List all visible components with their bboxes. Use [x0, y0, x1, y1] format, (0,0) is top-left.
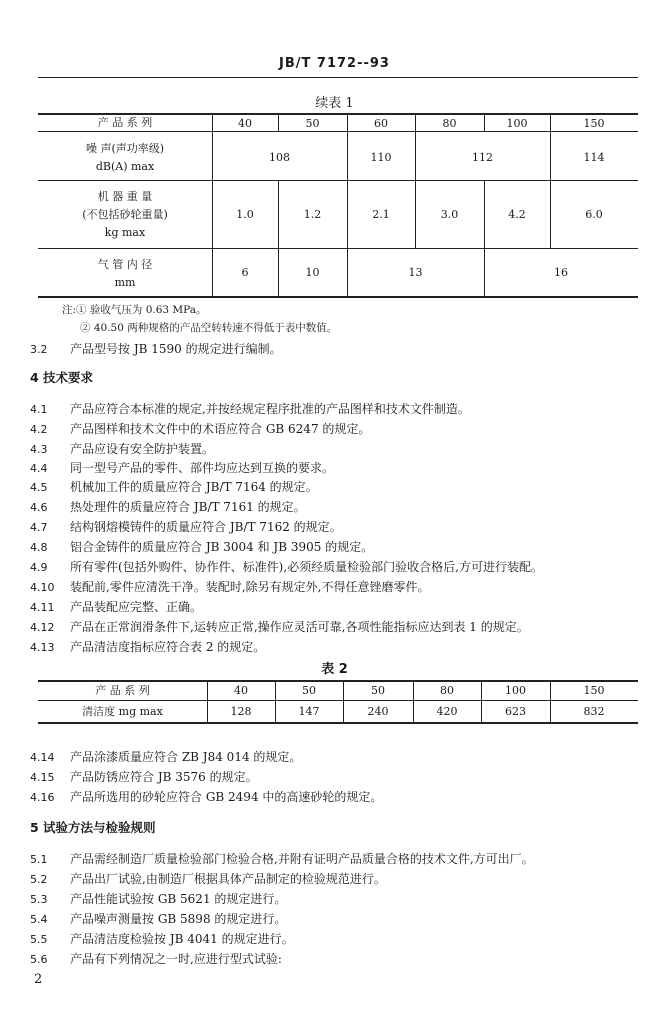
clause-text: 产品所选用的砂轮应符合 GB 2494 中的高速砂轮的规定。: [70, 790, 383, 804]
clause-text: 产品防锈应符合 JB 3576 的规定。: [70, 770, 258, 784]
clause-4-9: [30, 558, 543, 575]
clause-4-2: [30, 420, 370, 437]
clause-4-14: [30, 748, 301, 765]
t1-weight-cell: 3.0: [440, 208, 459, 221]
clause-number: 4.5: [30, 481, 48, 494]
t1-weight-cell: 1.0: [236, 208, 254, 221]
clause-text: 产品清洁度检验按 JB 4041 的规定进行。: [70, 932, 294, 946]
clause-text: 结构钢熔模铸件的质量应符合 JB/T 7162 的规定。: [70, 520, 342, 534]
clause-number: 4.2: [30, 423, 48, 436]
table2-caption: 表 2: [321, 662, 348, 677]
t1-series-cell: 60: [374, 117, 388, 130]
t1-weight-cell: 2.1: [372, 208, 390, 221]
t2-series-cell: 40: [234, 684, 248, 697]
t1-label-noise-unit: dB(A) max: [95, 160, 155, 173]
t2-series-cell: 100: [505, 684, 526, 697]
t1-weight-cell: 6.0: [585, 208, 603, 221]
t1-series-cell: 150: [583, 117, 605, 130]
header-rule: [38, 77, 638, 78]
t2-label-series: 产 品 系 列: [95, 684, 150, 697]
clause-4-5: [30, 478, 318, 495]
clause-number: 4.14: [30, 751, 55, 764]
clause-text: 产品出厂试验,由制造厂根据具体产品制定的检验规范进行。: [70, 872, 386, 886]
t1-noise-cell: 112: [472, 151, 493, 164]
t1-weight-cell: 1.2: [303, 208, 322, 221]
clause-number: 4.9: [30, 561, 48, 574]
clause-4-4: [30, 459, 334, 476]
page-number: 2: [34, 972, 43, 987]
clause-text: 产品有下列情况之一时,应进行型式试验:: [70, 952, 282, 966]
clause-5-6: [30, 950, 282, 967]
clause-number: 5.6: [30, 953, 48, 966]
clause-number: 4.11: [30, 601, 55, 614]
clause-4-7: [30, 518, 342, 535]
clause-number: 5.3: [30, 893, 48, 906]
clause-number: 4.6: [30, 501, 48, 514]
table1-caption: 续表 1: [315, 96, 354, 111]
t1-label-pipe: 气 管 内 径: [97, 258, 153, 271]
clause-text: 产品应设有安全防护装置。: [70, 442, 215, 456]
clause-text: 产品需经制造厂质量检验部门检验合格,并附有证明产品质量合格的技术文件,方可出厂。: [70, 852, 534, 866]
clause-5-3: [30, 890, 286, 907]
clause-number: 5.1: [30, 853, 48, 866]
t1-label-weight: 机 器 重 量: [97, 190, 153, 203]
clause-number: 4.1: [30, 403, 48, 416]
clause-text: 产品装配应完整、正确。: [70, 600, 203, 614]
clause-text: 铝合金铸件的质量应符合 JB 3004 和 JB 3905 的规定。: [70, 540, 374, 554]
clause-4-1: [30, 400, 470, 417]
clause-number: 4.16: [30, 791, 55, 804]
clause-5-5: [30, 930, 294, 947]
table1-note-1: 注:① 验收气压为 0.63 MPa。: [62, 304, 207, 316]
t1-label-weight-unit: kg max: [104, 226, 146, 239]
clause-number: 4.12: [30, 621, 55, 634]
t1-noise-cell: 108: [269, 151, 290, 164]
clause-4-11: [30, 598, 202, 615]
t1-series-cell: 40: [238, 117, 252, 130]
t2-value-cell: 420: [436, 705, 458, 718]
clause-number: 5.2: [30, 873, 48, 886]
t2-value-cell: 128: [230, 705, 252, 718]
clause-4-12: [30, 618, 529, 635]
t2-value-cell: 240: [367, 705, 389, 718]
clause-number: 4.10: [30, 581, 55, 594]
t2-series-cell: 80: [440, 684, 454, 697]
clause-4-13: [30, 638, 265, 655]
clause-text: 产品清洁度指标应符合表 2 的规定。: [70, 640, 266, 654]
clause-4-16: [30, 788, 382, 805]
clause-5-2: [30, 870, 386, 887]
t1-label-series: 产 品 系 列: [97, 116, 153, 129]
clause-4-3: [30, 440, 214, 457]
clause-number: 5.5: [30, 933, 48, 946]
t1-pipe-cell: 13: [408, 266, 423, 279]
clause-number: 4.7: [30, 521, 48, 534]
clause-number: 4.3: [30, 443, 48, 456]
document-header: JB/T 7172--93: [279, 56, 390, 71]
clause-4-10: [30, 578, 429, 595]
clause-4-6: [30, 498, 306, 515]
clause-text: 产品在正常润滑条件下,运转应正常,操作应灵活可靠,各项性能指标应达到表 1 的规定。: [70, 620, 529, 634]
clause-text: 装配前,零件应清洗干净。装配时,除另有规定外,不得任意锉磨零件。: [70, 580, 430, 594]
clause-text: 产品涂漆质量应符合 ZB J84 014 的规定。: [70, 750, 302, 764]
clause-number: 4.8: [30, 541, 48, 554]
clause-4-8: [30, 538, 373, 555]
clause-text: 产品应符合本标准的规定,并按经规定程序批准的产品图样和技术文件制造。: [70, 402, 470, 416]
t2-series-cell: 50: [302, 684, 316, 697]
t1-label-noise: 噪 声(声功率级): [85, 142, 165, 155]
t2-label-cleanliness: 清洁度 mg max: [82, 705, 163, 718]
t1-label-weight-note: (不包括砂轮重量): [82, 208, 168, 221]
t1-noise-cell: 114: [583, 151, 605, 164]
section-5-heading: 5 试验方法与检验规则: [30, 820, 156, 835]
clause-text: 所有零件(包括外购件、协作件、标准件),必须经质量检验部门验收合格后,方可进行装配。: [70, 560, 543, 574]
t1-label-pipe-unit: mm: [114, 276, 136, 289]
clause-text: 同一型号产品的零件、部件均应达到互换的要求。: [70, 461, 335, 475]
t1-noise-cell: 110: [370, 151, 392, 164]
clause-number: 5.4: [30, 913, 48, 926]
clause-text: 产品型号按 JB 1590 的规定进行编制。: [70, 342, 282, 356]
clause-text: 机械加工件的质量应符合 JB/T 7164 的规定。: [70, 480, 318, 494]
t2-value-cell: 832: [583, 705, 605, 718]
t1-pipe-cell: 16: [554, 266, 568, 279]
clause-5-4: [30, 910, 286, 927]
t2-value-cell: 623: [505, 705, 526, 718]
clause-text: 热处理件的质量应符合 JB/T 7161 的规定。: [70, 500, 306, 514]
clause-text: 产品图样和技术文件中的术语应符合 GB 6247 的规定。: [70, 422, 371, 436]
t1-pipe-cell: 6: [241, 266, 249, 279]
t2-series-cell: 50: [371, 684, 385, 697]
clause-number: 4.13: [30, 641, 55, 654]
t1-series-cell: 80: [442, 117, 457, 130]
clause-text: 产品性能试验按 GB 5621 的规定进行。: [70, 892, 287, 906]
t1-weight-cell: 4.2: [508, 208, 526, 221]
section-4-heading: 4 技术要求: [30, 370, 94, 385]
clause-number: 4.15: [30, 771, 55, 784]
clause-text: 产品噪声测量按 GB 5898 的规定进行。: [70, 912, 287, 926]
t1-series-cell: 50: [305, 117, 320, 130]
clause-5-1: [30, 850, 534, 867]
clause-number: 4.4: [30, 462, 48, 475]
t2-series-cell: 150: [583, 684, 605, 697]
clause-4-15: [30, 768, 258, 785]
t2-value-cell: 147: [298, 705, 320, 718]
clause-number: 3.2: [30, 343, 48, 356]
clause-3-2: [30, 340, 282, 357]
t1-series-cell: 100: [506, 117, 528, 130]
t1-pipe-cell: 10: [305, 266, 320, 279]
table1-note-2: ② 40.50 两种规格的产品空转转速不得低于表中数值。: [80, 322, 338, 334]
